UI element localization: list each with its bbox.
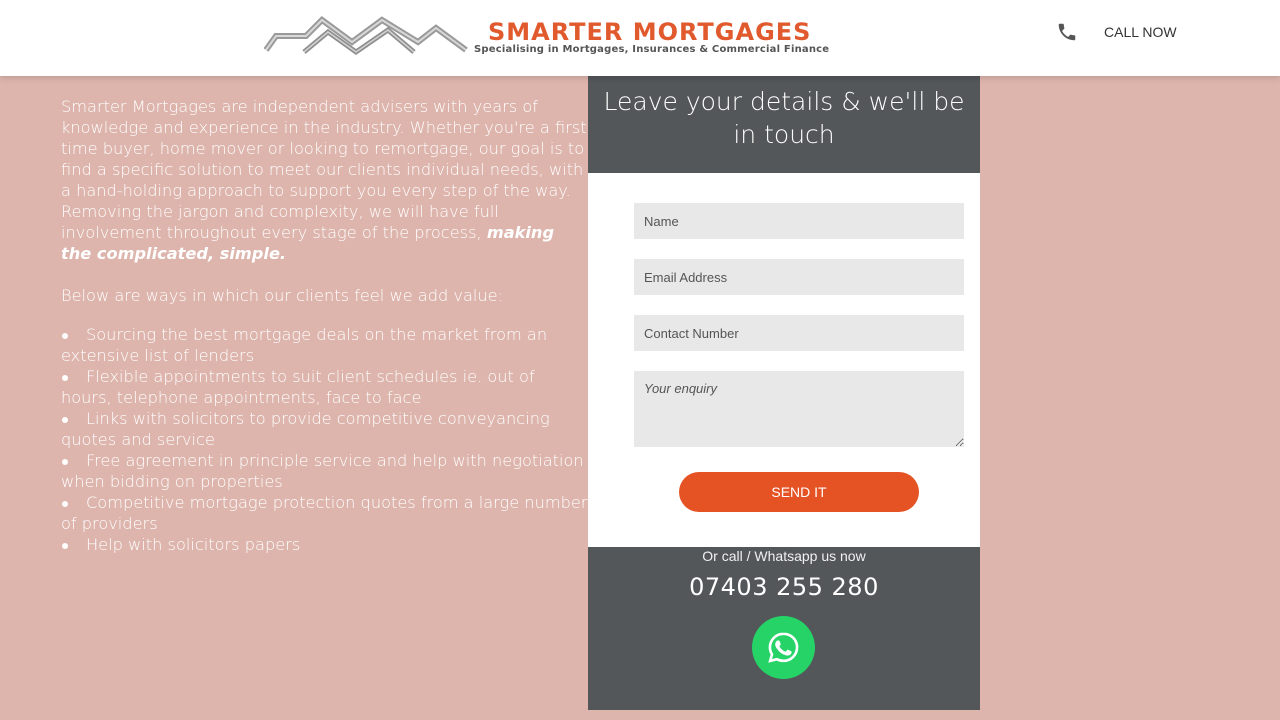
contact-form (588, 173, 980, 547)
list-item: Help with solicitors papers (61, 534, 589, 555)
list-item: Sourcing the best mortgage deals on the market from an extensive list of lenders (61, 324, 589, 366)
logo-tagline: Specialising in Mortgages, Insurances & Commercial Finance (474, 44, 830, 55)
value-heading: Below are ways in which our clients feel we add value: (61, 286, 504, 305)
site-logo[interactable] (264, 14, 830, 62)
contact-heading-box (588, 76, 980, 173)
name-field[interactable] (634, 203, 964, 239)
call-now-link[interactable]: CALL NOW (1104, 24, 1177, 40)
intro-emphasis: making the complicated, simple. (61, 223, 555, 263)
email-field[interactable] (634, 259, 964, 295)
call-whatsapp-text: Or call / Whatsapp us now (702, 548, 866, 564)
list-item: Links with solicitors to provide competitive conveyancing quotes and service (61, 408, 589, 450)
house-roof-logo-icon (264, 14, 474, 56)
enquiry-field[interactable] (634, 371, 964, 447)
list-item: Competitive mortgage protection quotes from a large number of providers (61, 493, 588, 533)
list-item: Free agreement in principle service and help with negotiation when bidding on properties (61, 450, 589, 492)
intro-paragraph (61, 96, 589, 264)
contact-panel (588, 76, 980, 710)
contact-number-field[interactable] (634, 315, 964, 351)
intro-text: Smarter Mortgages are independent advisers with years of knowledge and experience in the industry. Whether you're a first time buyer, home mover or looking to remortgage, our goal is to find a specific solution to meet our clients individual needs, with a hand-holding approach to support you every step of the way. Removing the jargon and complexity, we will have full involvement throughout every stage of the process, (61, 97, 587, 242)
phone-icon[interactable] (1056, 21, 1078, 43)
contact-footer (588, 547, 980, 710)
logo-title: SMARTER MORTGAGES (488, 18, 812, 46)
value-list (61, 324, 589, 555)
phone-number[interactable]: 07403 255 280 (689, 573, 879, 601)
send-button[interactable]: SEND IT (679, 472, 919, 512)
whatsapp-button[interactable] (752, 616, 815, 679)
site-header (0, 0, 1280, 76)
intro-section (61, 96, 589, 555)
contact-heading: Leave your details & we'll be in touch (603, 87, 965, 149)
whatsapp-icon (766, 630, 801, 665)
list-item: Flexible appointments to suit client schedules ie. out of hours, telephone appointments, face to face (61, 366, 589, 408)
